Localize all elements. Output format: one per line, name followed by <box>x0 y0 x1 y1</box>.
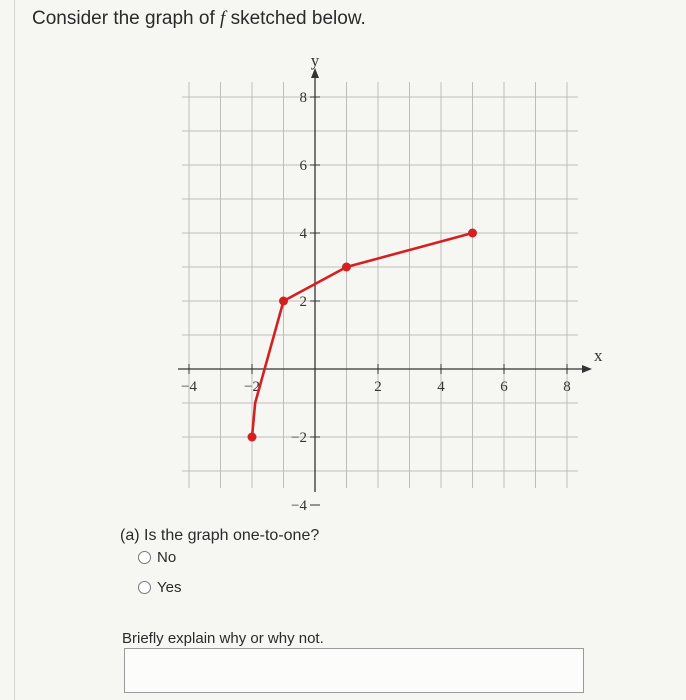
option-yes-label: Yes <box>157 579 182 596</box>
question-a: (a) Is the graph one-to-one? <box>120 527 320 544</box>
y-tick-label: −2 <box>291 430 307 446</box>
y-tick-label: 8 <box>299 90 307 106</box>
option-no[interactable] <box>138 549 176 566</box>
x-tick-label: −2 <box>244 379 260 395</box>
x-axis-label: x <box>594 346 603 365</box>
graph-grid <box>182 82 578 488</box>
y-tick-label: 4 <box>299 226 307 242</box>
prompt-text: Consider the graph of <box>32 8 221 29</box>
data-point <box>342 263 351 272</box>
data-point <box>468 229 477 238</box>
explain-label: Briefly explain why or why not. <box>122 630 324 647</box>
explain-input[interactable] <box>124 648 584 693</box>
y-tick-label: −4 <box>291 498 307 514</box>
prompt-text-end: sketched below. <box>225 8 366 29</box>
radio-no[interactable] <box>138 551 151 564</box>
x-tick-label: 6 <box>500 379 508 395</box>
option-no-label: No <box>157 549 177 566</box>
x-axis-arrow <box>582 365 592 373</box>
x-tick-label: −4 <box>181 379 197 395</box>
graph-tick-labels <box>181 90 571 514</box>
prompt-function-name: f <box>220 8 226 29</box>
x-tick-label: 4 <box>437 379 445 395</box>
option-yes[interactable] <box>138 579 181 596</box>
radio-yes[interactable] <box>138 581 151 594</box>
data-point <box>279 297 288 306</box>
x-tick-label: 8 <box>563 379 571 395</box>
y-tick-label: 2 <box>299 294 307 310</box>
graph-axes <box>178 68 592 505</box>
x-tick-label: 2 <box>374 379 382 395</box>
data-point <box>248 433 257 442</box>
y-tick-label: 6 <box>299 158 307 174</box>
y-axis-label: y <box>310 51 320 70</box>
